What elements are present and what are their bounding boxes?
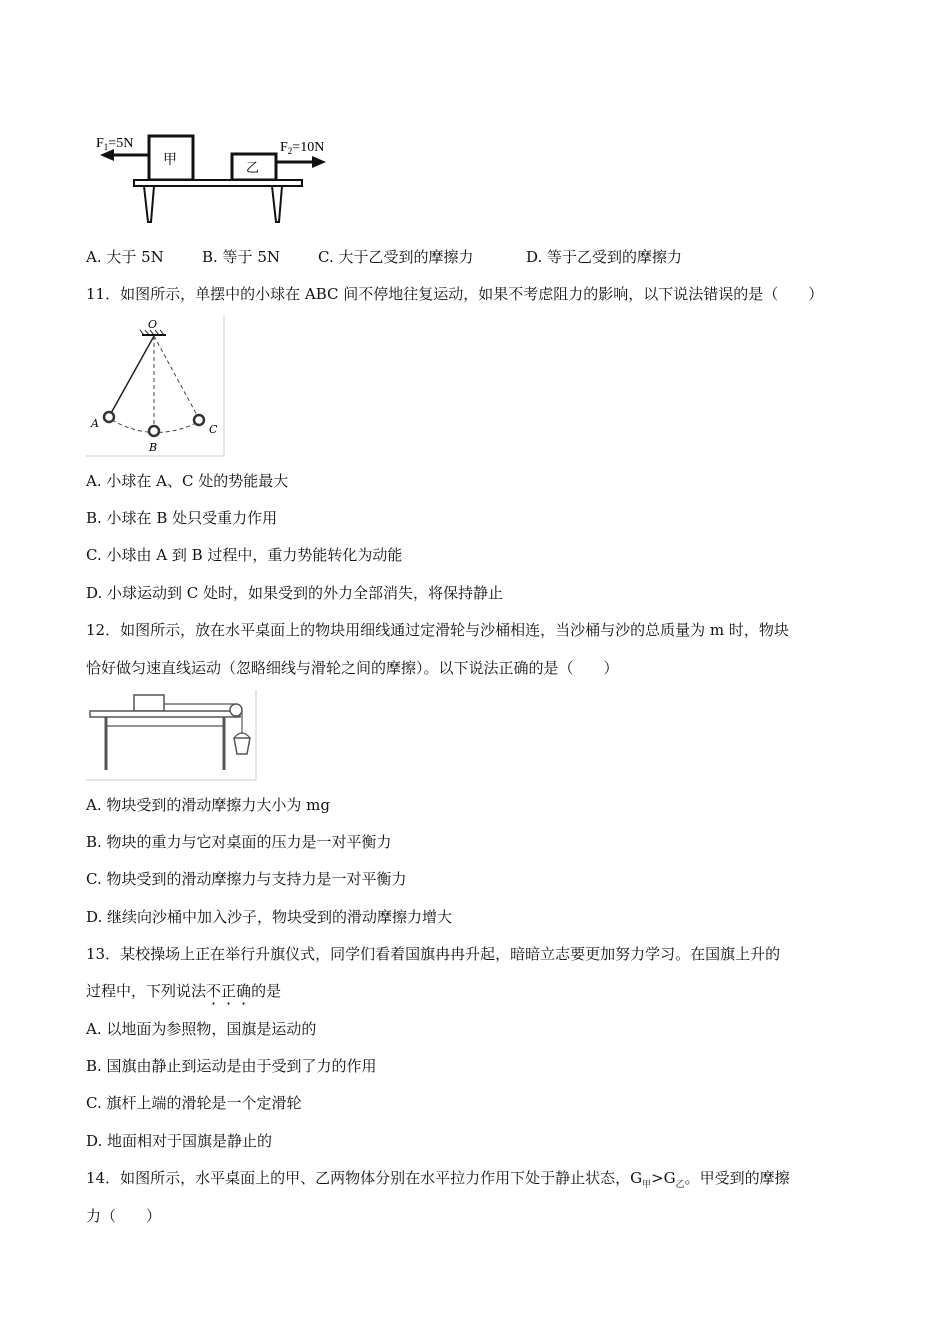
q14-stem-line1 <box>86 1168 790 1195</box>
f1-label: $F_1=5N$ <box>96 136 134 152</box>
q13-stem-line1: 13．某校操场上正在举行升旗仪式，同学们看着国旗冉冉升起，暗暗立志要更加努力学习。在国旗上升的 <box>86 945 781 963</box>
q13-stem-post: 的是 <box>251 982 282 1000</box>
q14-stem-pre: 14．如图所示，水平桌面上的甲、乙两物体分别在水平拉力作用下处于静止状态，G <box>86 1169 643 1187</box>
ball-b <box>149 426 159 436</box>
option-c[interactable]: C. 大于乙受到的摩擦力 <box>318 248 474 266</box>
q13-option-a[interactable]: A. 以地面为参照物，国旗是运动的 <box>86 1020 317 1038</box>
q14-stem-mid: >G <box>651 1169 676 1187</box>
q11-stem: 11．如图所示，单摆中的小球在 ABC 间不停地往复运动，如果不考虑阻力的影响，以下说法错误的是（ ） <box>86 285 824 303</box>
table-leg-right <box>272 186 282 222</box>
block-jia-label: 甲 <box>163 152 177 168</box>
f2-label: $F_2=10N$ <box>280 140 325 156</box>
emphasis-char-1: 不 <box>206 982 222 1000</box>
q14-stem-post: 。甲受到的摩擦 <box>684 1169 790 1187</box>
block-yi-label: 乙 <box>246 161 260 176</box>
q13-option-b[interactable]: B. 国旗由静止到运动是由于受到了力的作用 <box>86 1057 377 1075</box>
q13-stem-pre: 过程中，下列说法 <box>86 982 207 1000</box>
q14-sub-jia: 甲 <box>642 1180 652 1190</box>
q13-option-c[interactable]: C. 旗杆上端的滑轮是一个定滑轮 <box>86 1094 302 1112</box>
ball-a <box>104 412 114 422</box>
q11-option-d[interactable]: D. 小球运动到 C 处时，如果受到的外力全部消失，将保持静止 <box>86 584 504 602</box>
emphasis-char-2: 正 <box>221 982 237 1000</box>
tabletop <box>90 711 240 717</box>
pulley <box>230 704 242 716</box>
option-d[interactable]: D. 等于乙受到的摩擦力 <box>526 248 683 266</box>
q13-stem-line2 <box>86 981 281 1001</box>
q11-option-b[interactable]: B. 小球在 B 处只受重力作用 <box>86 509 278 527</box>
q11-option-a[interactable]: A. 小球在 A、C 处的势能最大 <box>86 472 289 490</box>
q12-stem-line2: 恰好做匀速直线运动（忽略细线与滑轮之间的摩擦）。以下说法正确的是（ ） <box>86 659 619 677</box>
q12-option-c[interactable]: C. 物块受到的滑动摩擦力与支持力是一对平衡力 <box>86 870 407 888</box>
option-a[interactable]: A. 大于 5N <box>86 248 164 266</box>
table-leg-left <box>144 186 154 222</box>
q13-option-d[interactable]: D. 地面相对于国旗是静止的 <box>86 1132 273 1150</box>
pulley-diagram <box>86 690 258 782</box>
pivot-label: O <box>148 318 158 331</box>
label-c: C <box>209 423 218 436</box>
label-a: A <box>91 417 99 430</box>
block <box>134 695 164 711</box>
q14-options <box>86 247 682 267</box>
label-b: B <box>149 441 158 454</box>
pendulum-diagram <box>86 316 226 458</box>
q14-sub-yi: 乙 <box>675 1180 685 1190</box>
option-b[interactable]: B. 等于 5N <box>202 248 280 266</box>
q12-option-b[interactable]: B. 物块的重力与它对桌面的压力是一对平衡力 <box>86 833 392 851</box>
q12-option-a[interactable]: A. 物块受到的滑动摩擦力大小为 mg <box>86 796 330 814</box>
ball-c <box>194 415 204 425</box>
q14-stem-line2: 力（ ） <box>86 1207 162 1225</box>
q12-option-d[interactable]: D. 继续向沙桶中加入沙子，物块受到的滑动摩擦力增大 <box>86 908 453 926</box>
q12-stem-line1: 12．如图所示，放在水平桌面上的物块用细线通过定滑轮与沙桶相连，当沙桶与沙的总质量为 m 时，物块 <box>86 621 789 639</box>
friction-diagram <box>92 128 352 228</box>
emphasis-char-3: 确 <box>236 982 252 1000</box>
string <box>110 336 154 415</box>
q11-option-c[interactable]: C. 小球由 A 到 B 过程中，重力势能转化为动能 <box>86 546 403 564</box>
bucket <box>234 738 250 754</box>
dashed-right <box>154 336 198 417</box>
